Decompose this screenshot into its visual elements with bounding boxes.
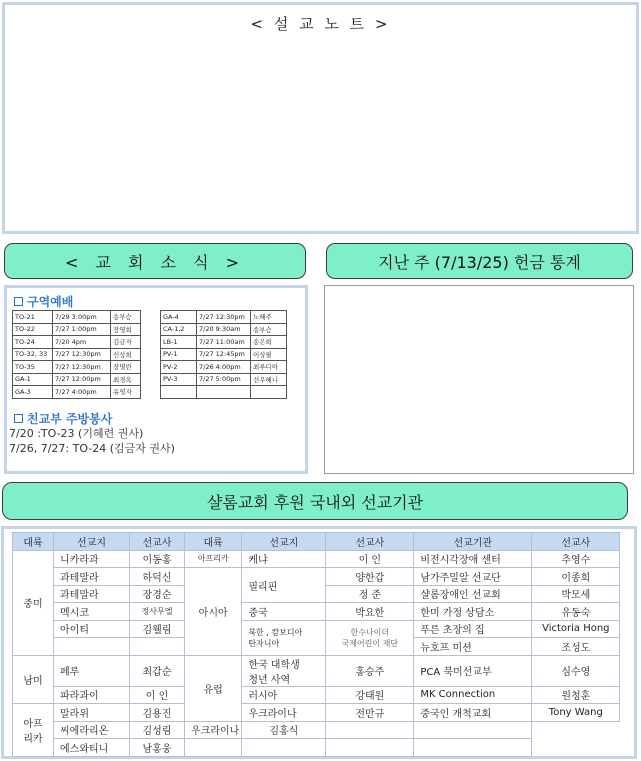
schedule-group: PV-1 [161, 348, 197, 361]
missionary: Tony Wang [532, 704, 620, 722]
missionary: 정사무엘 [130, 603, 185, 621]
region-worship-heading [14, 293, 73, 310]
schedule-group: TO-22 [13, 323, 53, 336]
mission-agency: 푸른 초장의 집 [414, 620, 532, 638]
missionary: 장경순 [130, 585, 185, 603]
mission-row [13, 620, 620, 638]
offering-stats-box [324, 285, 634, 474]
mission-field: 한국 대학생 청년 사역 [242, 655, 326, 686]
schedule-group: CA-1,2 [161, 323, 197, 336]
mission-field: 아이티 [54, 620, 130, 638]
mission-field: 씨에라리온 [54, 721, 130, 739]
missionary: 강태원 [326, 686, 414, 704]
schedule-time: 7/20 9:30am [197, 323, 251, 336]
continent-cell: 남미 [13, 655, 54, 704]
mission-column-header: 선교사 [326, 533, 414, 551]
kitchen-service-title: 친교부 주방봉사 [27, 412, 113, 426]
mission-row [13, 568, 620, 586]
missionary: 조성도 [532, 638, 620, 656]
mission-field: 멕시코 [54, 603, 130, 621]
schedule-group: GA-4 [161, 311, 197, 324]
schedule-row [161, 311, 287, 324]
schedule-time: 7/27 12:45pm [197, 348, 251, 361]
schedule-host: 장영희 [111, 323, 141, 336]
mission-field: 우크라이나 [185, 721, 242, 739]
mission-field: 러시아 [242, 686, 326, 704]
schedule-row [13, 323, 141, 336]
mission-column-header: 대륙 [185, 533, 242, 551]
missionary [414, 721, 532, 739]
schedule-row [161, 386, 287, 399]
mission-field: 에스와티니 [54, 739, 130, 757]
continent-cell: 중미 [13, 550, 54, 655]
sermon-notes-box [2, 2, 639, 234]
schedule-host: 최루디아 [251, 361, 287, 374]
schedule-time: 7/27 12:30pm [197, 311, 251, 324]
church-news-title: < 교 회 소 식 > [64, 252, 246, 272]
region-schedule-table-left [12, 310, 141, 399]
kitchen-line: 7/20 :TO-23 (기혜련 권사) [9, 427, 144, 440]
missionary: 하덕신 [130, 568, 185, 586]
mission-field: 말라위 [54, 704, 130, 722]
schedule-time: 7/29 3:00pm [53, 311, 111, 324]
mission-agency: PCA 북미선교부 [414, 655, 532, 686]
mission-field: 니카라과 [54, 550, 130, 568]
schedule-group: PV-2 [161, 361, 197, 374]
schedule-time: 7/27 12:00pm [53, 373, 111, 386]
schedule-row [13, 336, 141, 349]
schedule-host: 송부승 [111, 311, 141, 324]
schedule-row [13, 373, 141, 386]
missionary: 전만규 [326, 704, 414, 722]
mission-column-header: 선교기관 [414, 533, 532, 551]
kitchen-service-lines [9, 426, 175, 456]
missionary: 홍승주 [326, 655, 414, 686]
mission-row [13, 603, 620, 621]
sermon-notes-title: < 설 교 노 트 > [250, 15, 391, 33]
schedule-time: 7/27 11:00am [197, 336, 251, 349]
schedule-row [161, 336, 287, 349]
schedule-time: 7/27 4:00pm [53, 386, 111, 399]
schedule-host: 송은희 [251, 336, 287, 349]
mission-agency [326, 721, 414, 739]
mission-header [2, 482, 628, 520]
missionary: 한수나이더 국제어린이 재단 [326, 620, 414, 655]
mission-column-header: 선교사 [130, 533, 185, 551]
schedule-host: 신상희 [111, 348, 141, 361]
schedule-row [161, 348, 287, 361]
schedule-group [161, 386, 197, 399]
missionary: 이종희 [532, 568, 620, 586]
schedule-host [251, 386, 287, 399]
schedule-host: 노혜주 [251, 311, 287, 324]
square-bullet-icon [14, 414, 23, 423]
missionary: 박모세 [532, 585, 620, 603]
mission-agency: 샬롬장애인 선교회 [414, 585, 532, 603]
schedule-host: 김금자 [111, 336, 141, 349]
offering-stats-header [326, 243, 633, 279]
mission-agency: 비전시각장애 센터 [414, 550, 532, 568]
mission-title: 샬롬교회 후원 국내외 선교기관 [206, 492, 424, 512]
mission-field: 중국 [242, 603, 326, 621]
schedule-time: 7/27 12:30pm [53, 361, 111, 374]
schedule-row [161, 323, 287, 336]
missionary: 이 인 [130, 686, 185, 704]
church-news-header [4, 243, 306, 279]
schedule-time [197, 386, 251, 399]
missionary: 박요한 [326, 603, 414, 621]
schedule-row [161, 373, 287, 386]
mission-row [13, 655, 620, 686]
continent-cell: 아프 리카 [13, 704, 54, 757]
mission-field: 파라과이 [54, 686, 130, 704]
missionary: 김홍식 [242, 721, 326, 739]
kitchen-service-heading [14, 410, 112, 427]
mission-agency: 중국인 개척교회 [414, 704, 532, 722]
kitchen-line: 7/26, 7/27: TO-24 (김금자 권사) [9, 442, 175, 455]
missionary [414, 739, 532, 757]
missionary: 최갑순 [130, 655, 185, 686]
mission-row [13, 739, 620, 757]
missionary: 원청훈 [532, 686, 620, 704]
continent-cell: 아시아 [185, 568, 242, 656]
region-schedule-table-right [160, 310, 287, 399]
mission-field: 우크라이나 [242, 704, 326, 722]
schedule-time: 7/20 4pm [53, 336, 111, 349]
square-bullet-icon [14, 297, 23, 306]
schedule-row [13, 348, 141, 361]
missionary: 정 준 [326, 585, 414, 603]
schedule-host: 최경옥 [111, 373, 141, 386]
mission-row [13, 721, 620, 739]
missionary: 김웰림 [130, 620, 185, 638]
mission-field: 과테말라 [54, 585, 130, 603]
schedule-row [13, 361, 141, 374]
mission-field [54, 638, 130, 656]
schedule-group: TO-21 [13, 311, 53, 324]
mission-field: 과테말라 [54, 568, 130, 586]
continent-cell: 유럽 [185, 655, 242, 721]
missionary: 유동숙 [532, 603, 620, 621]
schedule-time: 7/27 1:00pm [53, 323, 111, 336]
missionary: 이동홍 [130, 550, 185, 568]
mission-field [185, 739, 242, 757]
mission-field: 케냐 [242, 550, 326, 568]
schedule-host: 송부승 [251, 323, 287, 336]
missionary [130, 638, 185, 656]
missionary: 심수영 [532, 655, 620, 686]
schedule-group: PV-3 [161, 373, 197, 386]
offering-stats-title: 지난 주 (7/13/25) 헌금 통계 [378, 252, 581, 272]
region-worship-title: 구역예배 [27, 295, 74, 309]
missionary [242, 739, 326, 757]
mission-agency: 한미 가정 상담소 [414, 603, 532, 621]
mission-field: 필리핀 [242, 568, 326, 603]
mission-field: 북한 , 캄보디아 탄자니아 [242, 620, 326, 655]
mission-table [12, 532, 620, 757]
mission-agency: 남가주밀알 선교단 [414, 568, 532, 586]
schedule-group: LB-1 [161, 336, 197, 349]
schedule-time: 7/27 5:00pm [197, 373, 251, 386]
schedule-row [161, 361, 287, 374]
mission-row [13, 704, 620, 722]
schedule-host: 이상필 [251, 348, 287, 361]
missionary: 남홍웅 [130, 739, 185, 757]
schedule-host: 선우혜니 [251, 373, 287, 386]
schedule-group: TO-24 [13, 336, 53, 349]
missionary: 이 인 [326, 550, 414, 568]
missionary: 추영수 [532, 550, 620, 568]
mission-agency: 뉴호프 미션 [414, 638, 532, 656]
mission-field: 페루 [54, 655, 130, 686]
schedule-row [13, 311, 141, 324]
schedule-group: GA-3 [13, 386, 53, 399]
schedule-host: 장명란 [111, 361, 141, 374]
mission-column-header: 선교지 [54, 533, 130, 551]
schedule-group: TO-32, 33 [13, 348, 53, 361]
schedule-row [13, 386, 141, 399]
schedule-group: GA-1 [13, 373, 53, 386]
mission-agency: MK Connection [414, 686, 532, 704]
schedule-group: TO-35 [13, 361, 53, 374]
mission-row [13, 686, 620, 704]
schedule-time: 7/26 4:00pm [197, 361, 251, 374]
mission-column-header: 선교사 [532, 533, 620, 551]
mission-column-header: 선교지 [242, 533, 326, 551]
missionary: 김성림 [130, 721, 185, 739]
mission-agency [326, 739, 414, 757]
mission-column-header: 대륙 [13, 533, 54, 551]
missionary: 양한갑 [326, 568, 414, 586]
mission-row [13, 550, 620, 568]
schedule-time: 7/27 12:30pm [53, 348, 111, 361]
schedule-host: 유영자 [111, 386, 141, 399]
continent-cell: 아프리카 [185, 550, 242, 568]
missionary: Victoria Hong [532, 620, 620, 638]
missionary: 김용진 [130, 704, 185, 722]
